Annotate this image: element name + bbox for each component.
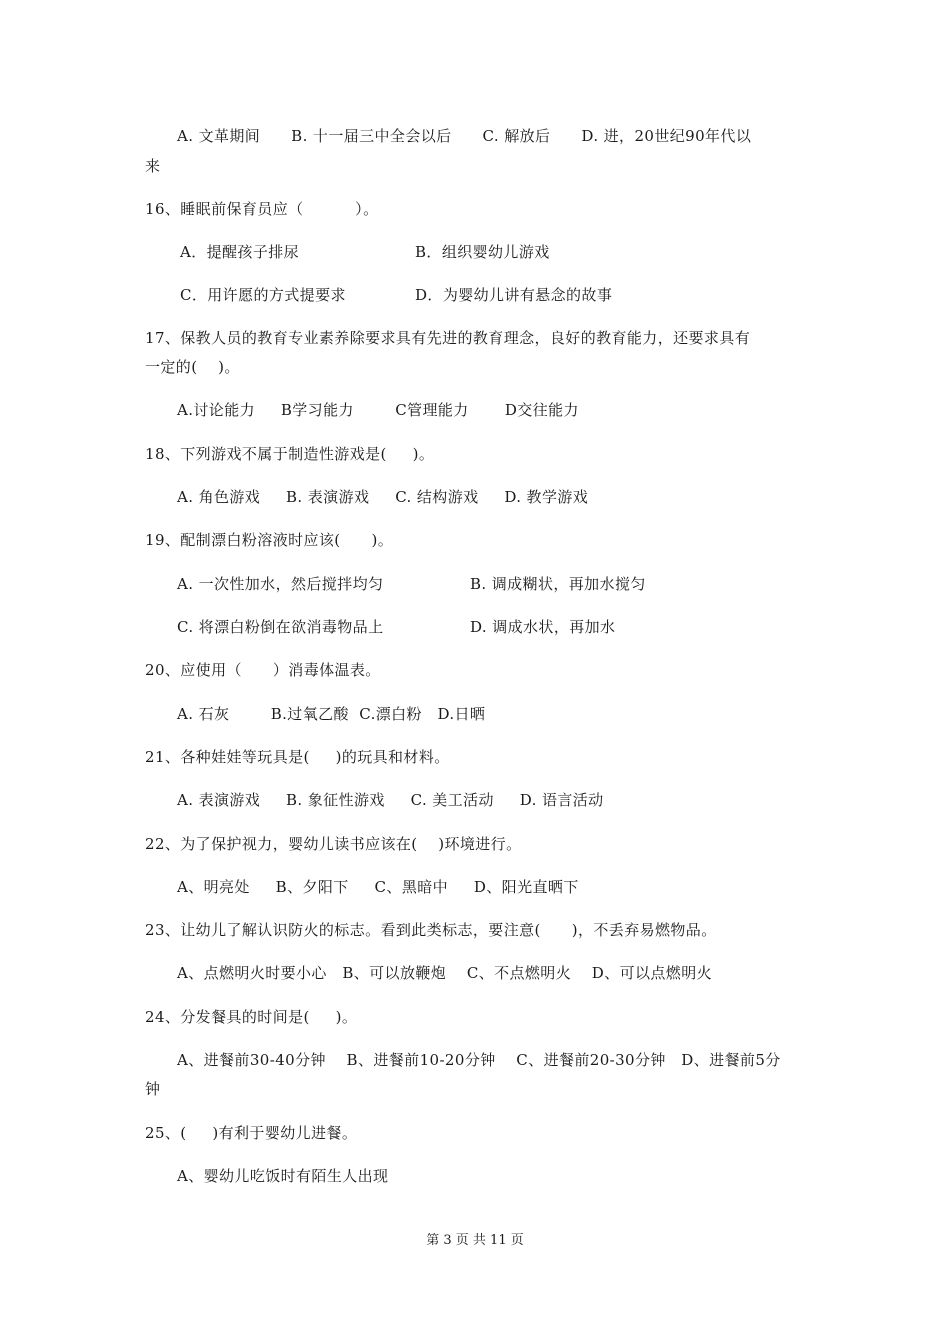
q15-options: A. 文革期间 B. 十一届三中全会以后 C. 解放后 D. 进，20世纪90年代以 xyxy=(177,127,752,145)
q16-option-b: B．组织婴幼儿游戏 xyxy=(415,243,550,261)
q24-options-wrap: 钟 xyxy=(145,1080,161,1098)
q22-options: A、明亮处 B、夕阳下 C、黑暗中 D、阳光直晒下 xyxy=(177,878,579,896)
q19-option-a: A. 一次性加水，然后搅拌均匀 xyxy=(177,575,384,593)
q23-options: A、点燃明火时要小心 B、可以放鞭炮 C、不点燃明火 D、可以点燃明火 xyxy=(177,964,713,982)
q22-stem: 22、为了保护视力，婴幼儿读书应该在( )环境进行。 xyxy=(145,835,522,853)
q18-stem: 18、下列游戏不属于制造性游戏是( )。 xyxy=(145,445,435,463)
q16-option-d: D．为婴幼儿讲有悬念的故事 xyxy=(415,286,613,304)
q25-stem: 25、( )有利于婴幼儿进餐。 xyxy=(145,1124,358,1142)
q16-option-a: A．提醒孩子排尿 xyxy=(180,243,300,261)
q19-option-d: D. 调成水状，再加水 xyxy=(470,618,616,636)
q19-stem: 19、配制漂白粉溶液时应该( )。 xyxy=(145,531,394,549)
q24-stem: 24、分发餐具的时间是( )。 xyxy=(145,1008,358,1026)
q20-stem: 20、应使用（ ）消毒体温表。 xyxy=(145,661,381,679)
q17-options: A.讨论能力 B学习能力 C管理能力 D交往能力 xyxy=(177,401,579,419)
q21-stem: 21、各种娃娃等玩具是( )的玩具和材料。 xyxy=(145,748,450,766)
q23-stem: 23、让幼儿了解认识防火的标志。看到此类标志，要注意( )，不丢弃易燃物品。 xyxy=(145,921,717,939)
q17-stem-wrap: 一定的( )。 xyxy=(145,358,240,376)
q19-option-b: B. 调成糊状，再加水搅匀 xyxy=(470,575,646,593)
q18-options: A. 角色游戏 B. 表演游戏 C. 结构游戏 D. 教学游戏 xyxy=(177,488,589,506)
q20-options: A. 石灰 B.过氧乙酸 C.漂白粉 D.日晒 xyxy=(177,705,486,723)
q25-option-a: A、婴幼儿吃饭时有陌生人出现 xyxy=(177,1167,389,1185)
q15-options-wrap: 来 xyxy=(145,157,161,175)
q19-option-c: C. 将漂白粉倒在欲消毒物品上 xyxy=(177,618,384,636)
page-footer: 第 3 页 共 11 页 xyxy=(426,1233,524,1248)
q16-option-c: C．用许愿的方式提要求 xyxy=(180,286,346,304)
q24-options: A、进餐前30-40分钟 B、进餐前10-20分钟 C、进餐前20-30分钟 D、进餐前5分 xyxy=(177,1051,781,1069)
q21-options: A. 表演游戏 B. 象征性游戏 C. 美工活动 D. 语言活动 xyxy=(177,791,604,809)
q16-stem: 16、睡眠前保育员应（ ）。 xyxy=(145,200,379,218)
q17-stem: 17、保教人员的教育专业素养除要求具有先进的教育理念，良好的教育能力，还要求具有 xyxy=(145,329,751,347)
